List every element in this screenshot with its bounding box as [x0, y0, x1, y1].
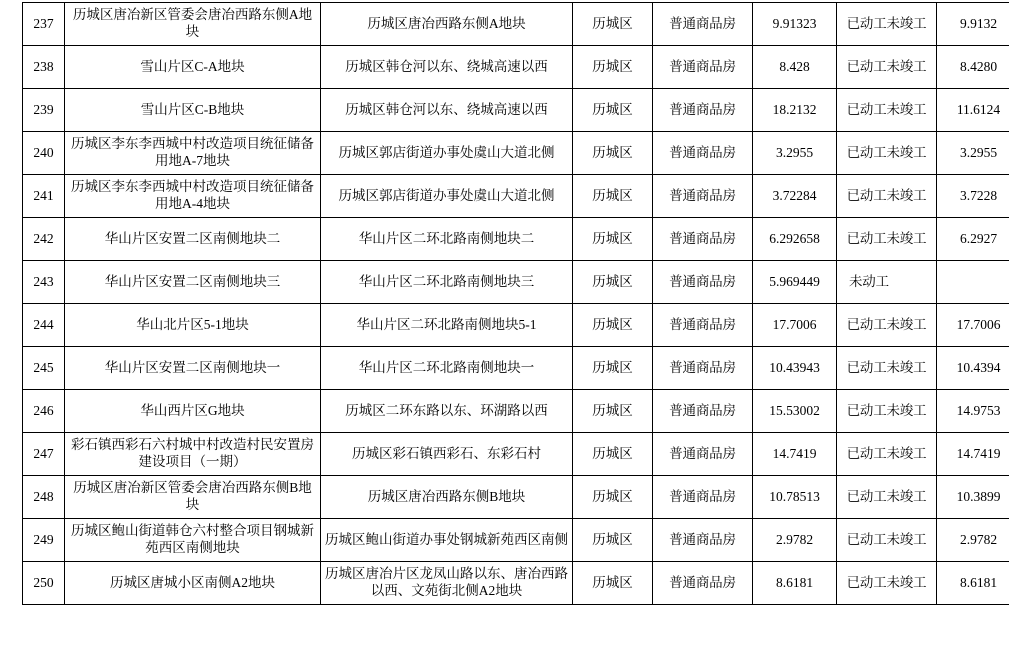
cell-district: 历城区	[573, 175, 653, 218]
cell-project-name: 历城区唐城小区南侧A2地块	[65, 562, 321, 605]
cell-construction-status: 已动工未竣工	[837, 476, 937, 519]
cell-construction-status: 已动工未竣工	[837, 304, 937, 347]
cell-index: 244	[23, 304, 65, 347]
cell-index: 242	[23, 218, 65, 261]
cell-project-name: 历城区李东李西城中村改造项目统征储备用地A-4地块	[65, 175, 321, 218]
table-row	[23, 89, 1009, 132]
cell-index: 240	[23, 132, 65, 175]
cell-project-name: 彩石镇西彩石六村城中村改造村民安置房建设项目（一期）	[65, 433, 321, 476]
cell-index: 247	[23, 433, 65, 476]
cell-built-area: 17.7006	[937, 304, 1009, 347]
cell-project-name: 雪山片区C-A地块	[65, 46, 321, 89]
cell-district: 历城区	[573, 347, 653, 390]
cell-index: 239	[23, 89, 65, 132]
table-row	[23, 175, 1009, 218]
cell-construction-status: 已动工未竣工	[837, 390, 937, 433]
cell-project-name: 华山片区安置二区南侧地块一	[65, 347, 321, 390]
cell-district: 历城区	[573, 562, 653, 605]
cell-project-location: 历城区鲍山街道办事处钢城新苑西区南侧	[321, 519, 573, 562]
cell-district: 历城区	[573, 476, 653, 519]
cell-construction-status: 已动工未竣工	[837, 3, 937, 46]
cell-construction-status: 已动工未竣工	[837, 175, 937, 218]
cell-index: 248	[23, 476, 65, 519]
cell-project-name: 雪山片区C-B地块	[65, 89, 321, 132]
cell-construction-status: 已动工未竣工	[837, 519, 937, 562]
cell-built-area: 3.7228	[937, 175, 1009, 218]
cell-project-name: 历城区唐冶新区管委会唐冶西路东侧B地块	[65, 476, 321, 519]
cell-house-type: 普通商品房	[653, 3, 753, 46]
cell-project-location: 历城区韩仓河以东、绕城高速以西	[321, 89, 573, 132]
cell-index: 243	[23, 261, 65, 304]
cell-project-location: 历城区二环东路以东、环湖路以西	[321, 390, 573, 433]
cell-built-area: 8.6181	[937, 562, 1009, 605]
cell-project-location: 历城区唐冶片区龙凤山路以东、唐冶西路以西、文苑街北侧A2地块	[321, 562, 573, 605]
cell-house-type: 普通商品房	[653, 433, 753, 476]
cell-index: 246	[23, 390, 65, 433]
cell-land-area: 9.91323	[753, 3, 837, 46]
cell-built-area: 11.6124	[937, 89, 1009, 132]
table-row	[23, 390, 1009, 433]
cell-land-area: 8.6181	[753, 562, 837, 605]
cell-district: 历城区	[573, 433, 653, 476]
cell-project-name: 华山北片区5-1地块	[65, 304, 321, 347]
cell-project-location: 历城区郭店街道办事处虞山大道北侧	[321, 175, 573, 218]
cell-built-area: 10.3899	[937, 476, 1009, 519]
table-row	[23, 304, 1009, 347]
cell-land-area: 18.2132	[753, 89, 837, 132]
cell-construction-status: 已动工未竣工	[837, 433, 937, 476]
cell-land-area: 3.72284	[753, 175, 837, 218]
cell-built-area: 9.9132	[937, 3, 1009, 46]
cell-project-location: 历城区郭店街道办事处虞山大道北侧	[321, 132, 573, 175]
cell-project-name: 华山西片区G地块	[65, 390, 321, 433]
table-row	[23, 261, 1009, 304]
cell-project-location: 华山片区二环北路南侧地块二	[321, 218, 573, 261]
cell-land-area: 3.2955	[753, 132, 837, 175]
cell-built-area: 6.2927	[937, 218, 1009, 261]
cell-district: 历城区	[573, 218, 653, 261]
cell-project-name: 历城区李东李西城中村改造项目统征储备用地A-7地块	[65, 132, 321, 175]
cell-construction-status: 已动工未竣工	[837, 562, 937, 605]
table-row	[23, 476, 1009, 519]
cell-district: 历城区	[573, 132, 653, 175]
cell-construction-status: 已动工未竣工	[837, 46, 937, 89]
land-parcel-table	[22, 2, 1009, 605]
cell-land-area: 17.7006	[753, 304, 837, 347]
table-row	[23, 562, 1009, 605]
cell-land-area: 6.292658	[753, 218, 837, 261]
cell-built-area	[937, 261, 1009, 304]
cell-index: 241	[23, 175, 65, 218]
table-row	[23, 3, 1009, 46]
cell-built-area: 14.9753	[937, 390, 1009, 433]
table-row	[23, 218, 1009, 261]
cell-district: 历城区	[573, 89, 653, 132]
cell-project-location: 历城区唐冶西路东侧B地块	[321, 476, 573, 519]
table-row	[23, 132, 1009, 175]
cell-project-location: 华山片区二环北路南侧地块5-1	[321, 304, 573, 347]
cell-house-type: 普通商品房	[653, 218, 753, 261]
cell-built-area: 2.9782	[937, 519, 1009, 562]
cell-district: 历城区	[573, 3, 653, 46]
cell-project-name: 历城区鲍山街道韩仓六村整合项目钢城新苑西区南侧地块	[65, 519, 321, 562]
cell-construction-status: 未动工	[837, 261, 937, 304]
cell-land-area: 5.969449	[753, 261, 837, 304]
cell-project-location: 华山片区二环北路南侧地块一	[321, 347, 573, 390]
cell-land-area: 14.7419	[753, 433, 837, 476]
cell-district: 历城区	[573, 519, 653, 562]
cell-district: 历城区	[573, 304, 653, 347]
cell-house-type: 普通商品房	[653, 390, 753, 433]
cell-house-type: 普通商品房	[653, 519, 753, 562]
cell-construction-status: 已动工未竣工	[837, 89, 937, 132]
cell-house-type: 普通商品房	[653, 562, 753, 605]
cell-construction-status: 已动工未竣工	[837, 347, 937, 390]
cell-project-location: 历城区唐冶西路东侧A地块	[321, 3, 573, 46]
cell-built-area: 8.4280	[937, 46, 1009, 89]
cell-house-type: 普通商品房	[653, 175, 753, 218]
cell-project-name: 历城区唐冶新区管委会唐冶西路东侧A地块	[65, 3, 321, 46]
cell-built-area: 14.7419	[937, 433, 1009, 476]
cell-land-area: 8.428	[753, 46, 837, 89]
cell-house-type: 普通商品房	[653, 89, 753, 132]
table-row	[23, 347, 1009, 390]
cell-district: 历城区	[573, 390, 653, 433]
cell-project-location: 历城区韩仓河以东、绕城高速以西	[321, 46, 573, 89]
cell-land-area: 10.78513	[753, 476, 837, 519]
cell-project-name: 华山片区安置二区南侧地块二	[65, 218, 321, 261]
cell-house-type: 普通商品房	[653, 347, 753, 390]
cell-index: 238	[23, 46, 65, 89]
cell-district: 历城区	[573, 46, 653, 89]
cell-index: 245	[23, 347, 65, 390]
cell-construction-status: 已动工未竣工	[837, 132, 937, 175]
cell-built-area: 10.4394	[937, 347, 1009, 390]
table-row	[23, 46, 1009, 89]
cell-index: 237	[23, 3, 65, 46]
cell-built-area: 3.2955	[937, 132, 1009, 175]
cell-district: 历城区	[573, 261, 653, 304]
cell-index: 250	[23, 562, 65, 605]
cell-project-name: 华山片区安置二区南侧地块三	[65, 261, 321, 304]
cell-house-type: 普通商品房	[653, 132, 753, 175]
cell-construction-status: 已动工未竣工	[837, 218, 937, 261]
cell-house-type: 普通商品房	[653, 476, 753, 519]
cell-land-area: 15.53002	[753, 390, 837, 433]
cell-land-area: 10.43943	[753, 347, 837, 390]
cell-house-type: 普通商品房	[653, 261, 753, 304]
table-row	[23, 433, 1009, 476]
cell-index: 249	[23, 519, 65, 562]
table-row	[23, 519, 1009, 562]
cell-land-area: 2.9782	[753, 519, 837, 562]
cell-house-type: 普通商品房	[653, 304, 753, 347]
cell-project-location: 华山片区二环北路南侧地块三	[321, 261, 573, 304]
cell-house-type: 普通商品房	[653, 46, 753, 89]
cell-project-location: 历城区彩石镇西彩石、东彩石村	[321, 433, 573, 476]
